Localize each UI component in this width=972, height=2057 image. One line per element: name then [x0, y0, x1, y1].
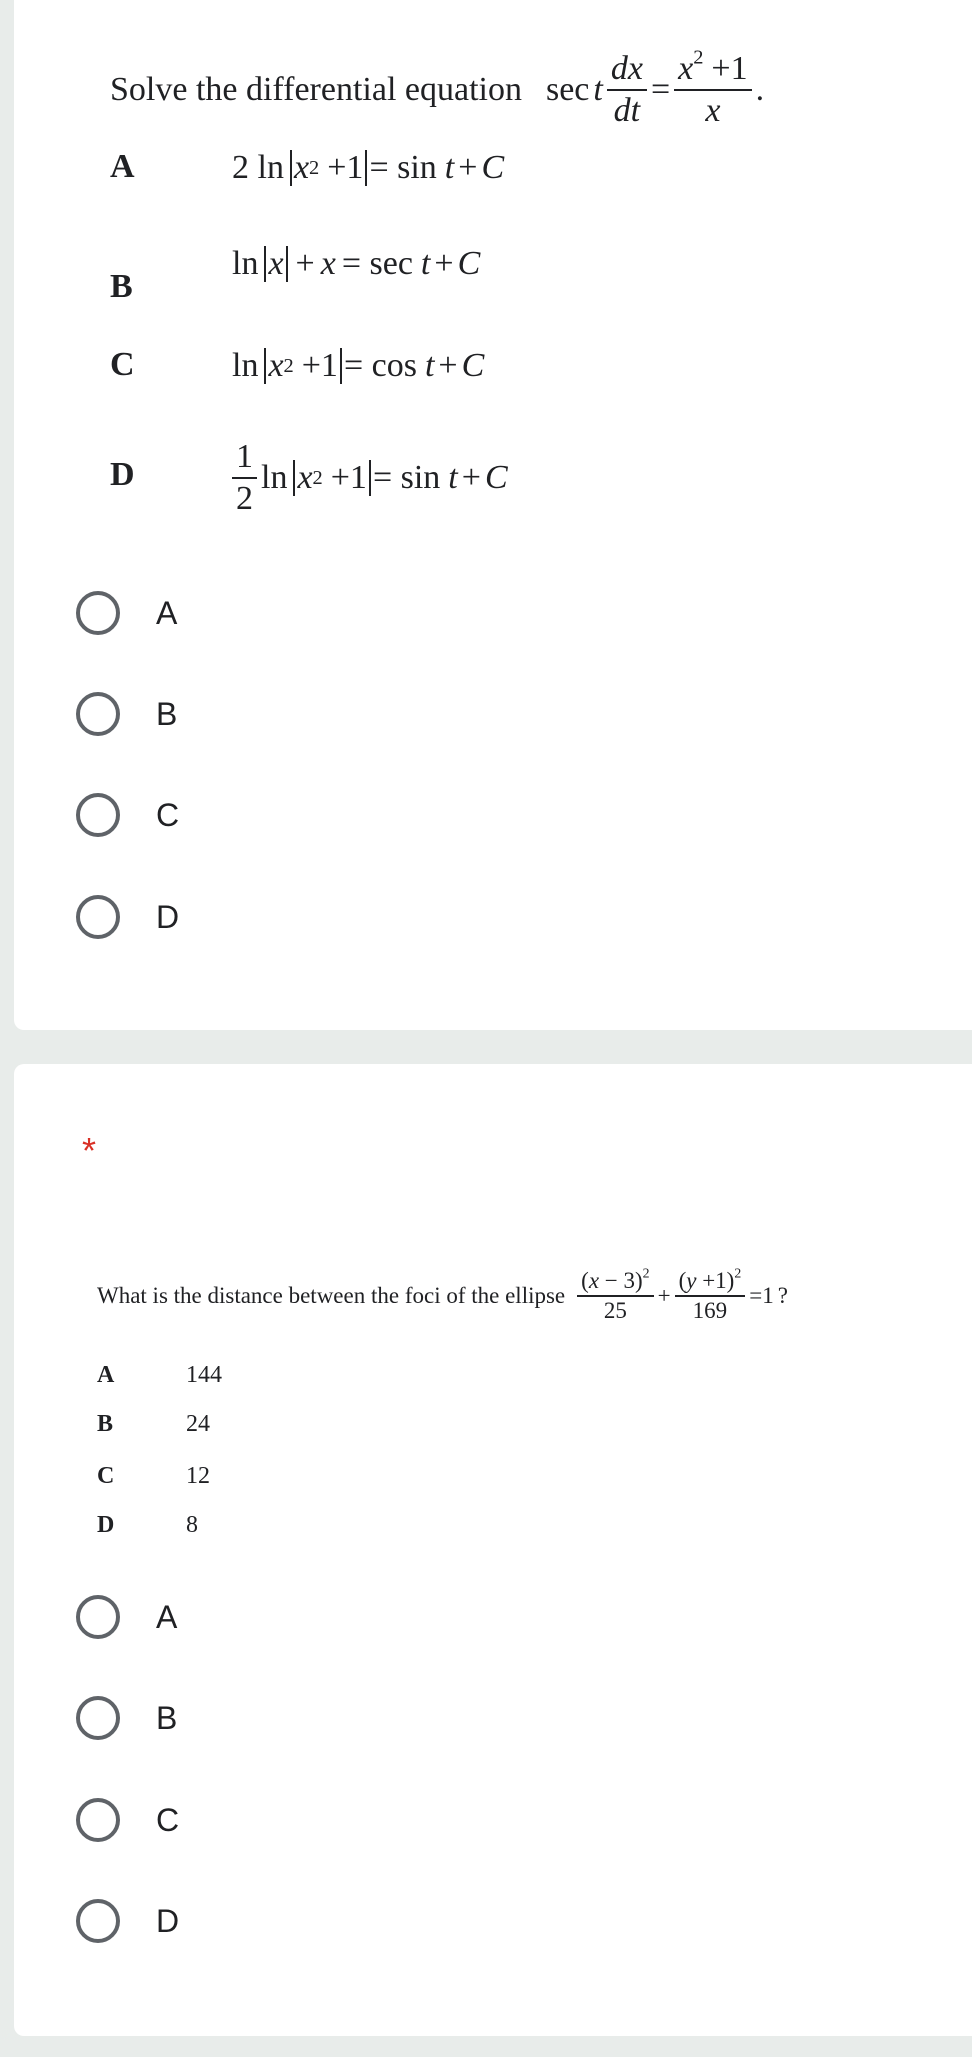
- q1-option-d-letter: D: [110, 456, 135, 493]
- q1c-c: C: [461, 347, 485, 384]
- q1d-c: C: [484, 459, 508, 496]
- q1a-bar-left: [290, 150, 292, 186]
- q1-radio-c-label: C: [156, 796, 180, 833]
- q1b-tail: +: [434, 245, 454, 282]
- q1-radio-a-label: A: [156, 594, 178, 631]
- q2-option-a-letter: A: [97, 1362, 115, 1388]
- q1d-tail: +: [461, 459, 481, 496]
- q1a-tail: +: [458, 149, 478, 186]
- q1d-post: = sin: [372, 459, 441, 496]
- stem-equals: =: [650, 71, 671, 108]
- q1c-post: = cos: [343, 347, 417, 384]
- q1d-rest: +1: [330, 459, 367, 496]
- stem-rhs-exp: 2: [693, 47, 704, 70]
- q1a-c: C: [481, 149, 505, 186]
- q1a-bar-right: [365, 150, 367, 186]
- f1-open: (: [581, 1267, 589, 1293]
- q1a-pre: 2 ln: [232, 149, 284, 186]
- q1-option-d-text: $\frac{1}{2}$ ln x 2 +1 = sin t + C: [232, 430, 508, 526]
- ellipse-qmark: ?: [777, 1283, 788, 1308]
- ellipse-frac-2-den: 169: [692, 1298, 728, 1323]
- q2-option-a-text: 144: [186, 1362, 222, 1388]
- q1d-frac-num: 1: [232, 439, 257, 479]
- q2-option-c-letter: C: [97, 1463, 115, 1489]
- f1-rest: − 3): [599, 1267, 643, 1293]
- f2-open: (: [678, 1267, 687, 1293]
- stem-t: t: [593, 71, 603, 108]
- q1b-var: t: [420, 245, 431, 282]
- q1c-x: x: [268, 347, 284, 384]
- q1d-x: x: [297, 459, 313, 496]
- q1b-var1: x: [320, 245, 336, 282]
- q1b-x: x: [268, 245, 284, 282]
- required-asterisk: *: [82, 1130, 97, 1171]
- q1d-var: t: [448, 459, 458, 496]
- q2-radio-b-label: B: [156, 1699, 178, 1736]
- q1-option-a-text: 2 ln x 2 +1 = sin t + C: [232, 149, 505, 186]
- q1d-frac: [232, 439, 257, 516]
- stem-derivative: [607, 51, 647, 128]
- stem-sec: sec: [545, 71, 590, 108]
- q1-radio-b-label: B: [156, 695, 178, 732]
- q2-radio-d[interactable]: [76, 1893, 179, 1949]
- radio-circle-icon[interactable]: [76, 1696, 120, 1740]
- question-2-stem-text: What is the distance between the foci of the ellipse: [97, 1283, 566, 1308]
- q1-radio-d[interactable]: [76, 889, 179, 945]
- q2-option-d-letter: D: [97, 1512, 115, 1538]
- q2-radio-c-label: C: [156, 1801, 180, 1838]
- q2-option-c-text: 12: [186, 1463, 210, 1489]
- q1a-var: t: [444, 149, 455, 186]
- q1-radio-d-label: D: [156, 898, 180, 935]
- q1-option-c-letter: C: [110, 346, 135, 383]
- q1d-bar-right: [369, 460, 371, 496]
- stem-rhs-den: x: [705, 92, 721, 129]
- q1d-pre: ln: [261, 459, 288, 496]
- q1-option-b-text: [232, 240, 480, 288]
- ellipse-frac-1-den: 25: [603, 1298, 627, 1323]
- radio-circle-icon[interactable]: [76, 1798, 120, 1842]
- stem-rhs-num: [674, 47, 751, 91]
- q1b-bar-right: [286, 246, 288, 282]
- f1-var: x: [588, 1267, 600, 1293]
- q1-option-a-letter: A: [110, 148, 135, 185]
- f2-var: y: [686, 1267, 697, 1293]
- f1-exp: 2: [642, 1265, 650, 1281]
- q1d-frac-den: 2: [236, 480, 253, 517]
- q1c-var: t: [424, 347, 435, 384]
- f2-exp: 2: [734, 1265, 742, 1281]
- stem-rhs: [674, 47, 751, 129]
- q2-radio-b[interactable]: [76, 1690, 177, 1746]
- q1a-post: = sin: [369, 149, 437, 186]
- ellipse-frac-1-num: [577, 1265, 653, 1297]
- radio-circle-icon[interactable]: [76, 1595, 120, 1639]
- q1c-pre: ln: [232, 347, 259, 384]
- radio-circle-icon[interactable]: [76, 895, 120, 939]
- q1b-bar-left: [264, 246, 266, 282]
- q1b-pre: ln: [232, 245, 259, 282]
- ellipse-plus: +: [657, 1283, 671, 1308]
- q1-radio-c[interactable]: [76, 787, 179, 843]
- q2-radio-d-label: D: [156, 1902, 180, 1939]
- question-card-2: [14, 1064, 972, 2036]
- ellipse-rhs: =1: [749, 1283, 774, 1308]
- radio-circle-icon[interactable]: [76, 793, 120, 837]
- q1b-c: C: [457, 245, 481, 282]
- stem-rhs-x: x: [678, 50, 694, 88]
- stem-period: .: [755, 71, 765, 108]
- q1-radio-a[interactable]: [76, 585, 177, 641]
- ellipse-frac-2-num: [675, 1265, 746, 1297]
- q2-option-b-letter: B: [97, 1411, 114, 1437]
- question-1-stem-text: Solve the differential equation: [110, 71, 522, 108]
- question-2-stem: [97, 1256, 788, 1336]
- q1c-rest: +1: [301, 347, 338, 384]
- q1c-bar-right: [340, 348, 342, 384]
- stem-deriv-num: dx: [607, 51, 647, 91]
- ellipse-frac-1: [577, 1265, 653, 1323]
- q1b-eq: = sec: [341, 245, 413, 282]
- radio-circle-icon[interactable]: [76, 591, 120, 635]
- q1a-x: x: [293, 149, 310, 186]
- radio-circle-icon[interactable]: [76, 692, 120, 736]
- q1-option-c-text: ln x 2 +1 = cos t + C: [232, 347, 485, 384]
- q1c-bar-left: [264, 348, 266, 384]
- q1-radio-b[interactable]: [76, 686, 177, 742]
- q1-option-b-letter: B: [110, 268, 133, 305]
- ellipse-frac-2: [675, 1265, 746, 1323]
- q1a-rest: +1: [327, 149, 364, 186]
- q2-radio-a-label: A: [156, 1598, 178, 1635]
- q1c-tail: +: [438, 347, 458, 384]
- q2-radio-a[interactable]: [76, 1589, 177, 1645]
- q1b-post: +: [295, 245, 315, 282]
- stem-rhs-rest: +1: [711, 50, 748, 88]
- f2-rest: +1): [696, 1267, 735, 1293]
- question-1-stem: [110, 44, 764, 136]
- q2-radio-c[interactable]: [76, 1792, 179, 1848]
- radio-circle-icon[interactable]: [76, 1899, 120, 1943]
- q2-option-d-text: 8: [186, 1512, 198, 1538]
- q2-option-b-text: 24: [186, 1411, 210, 1437]
- q1d-bar-left: [293, 460, 295, 496]
- stem-deriv-den: dt: [613, 92, 641, 129]
